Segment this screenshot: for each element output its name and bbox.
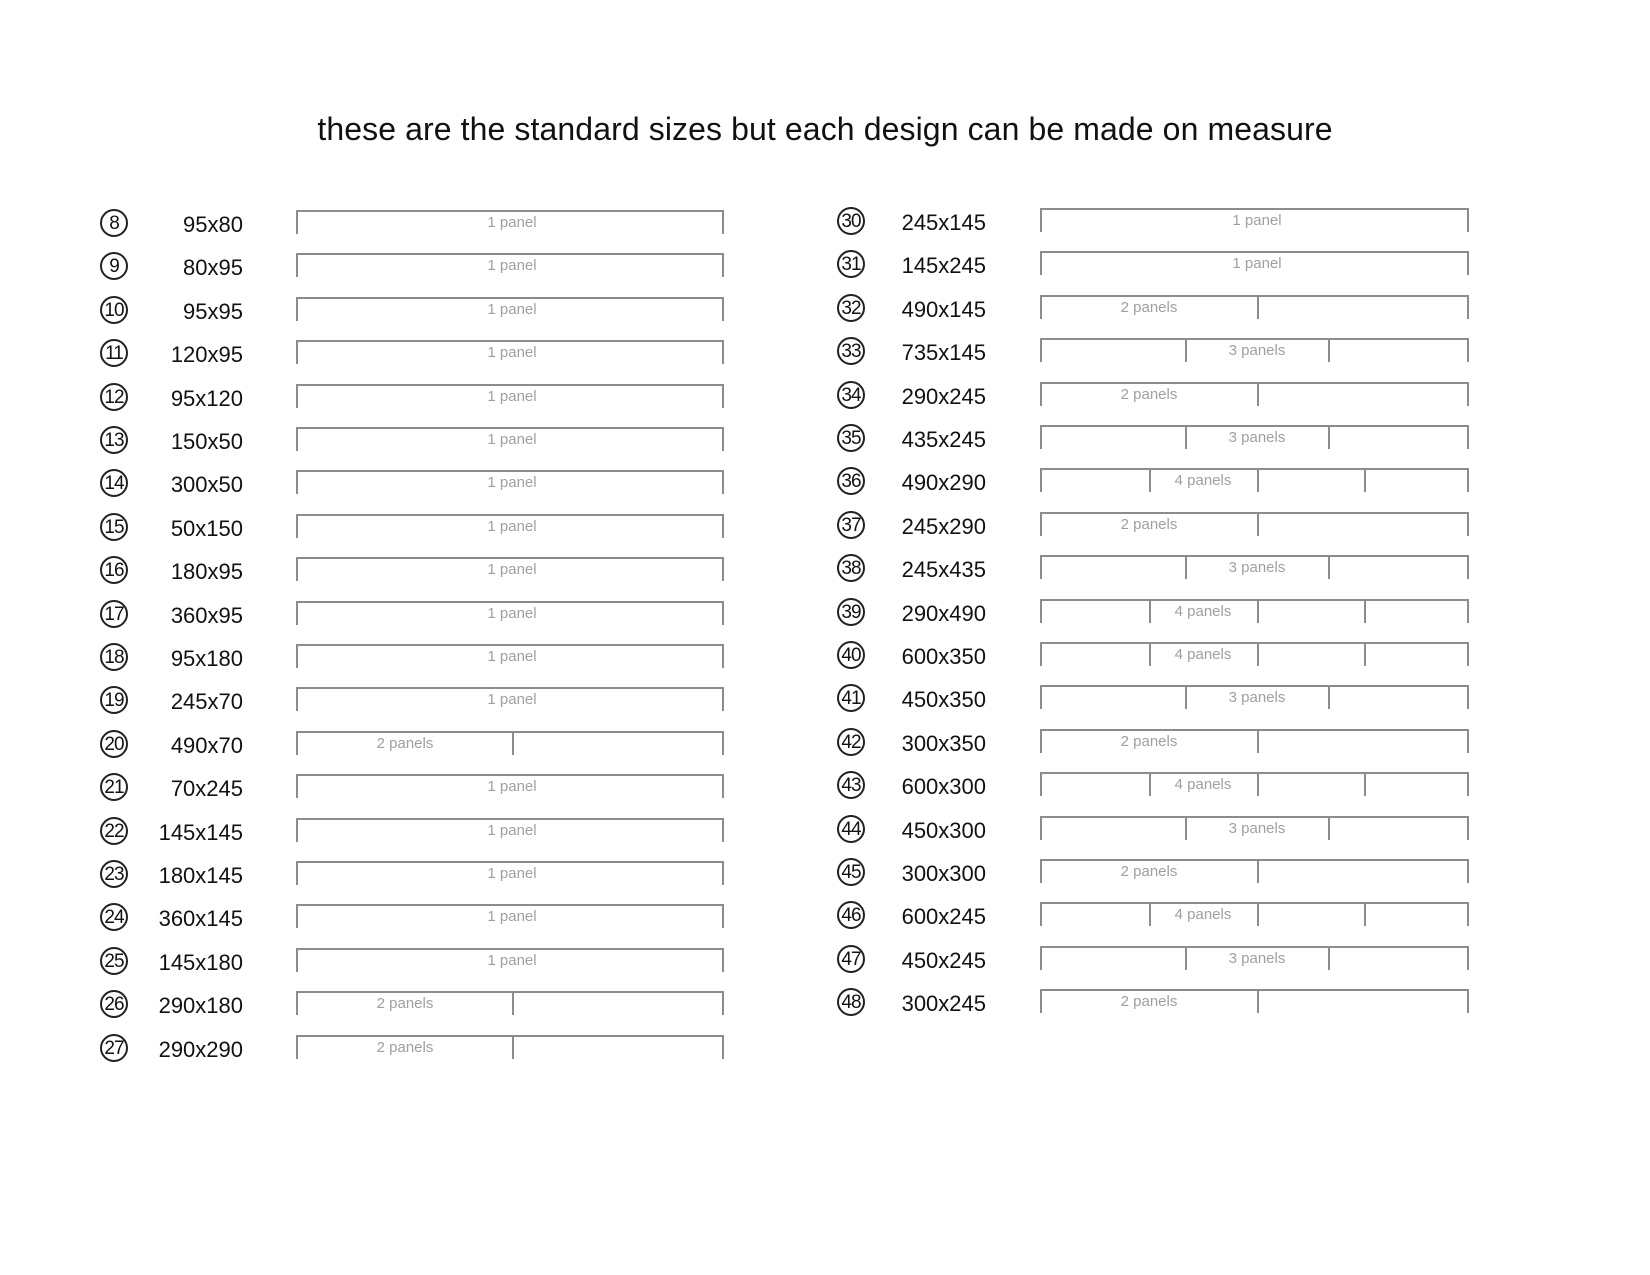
panel-count-label: 2 panels — [376, 735, 434, 752]
panel-divider — [1328, 557, 1330, 579]
panel-count-label: 1 panel — [487, 214, 537, 231]
panel-count-label: 1 panel — [487, 388, 537, 405]
size-label: 145x180 — [158, 950, 243, 975]
size-label: 600x350 — [901, 644, 986, 669]
panel-divider — [1149, 904, 1151, 926]
panel-count-label: 3 panels — [1228, 820, 1286, 837]
size-row — [0, 555, 1650, 585]
size-label: 150x50 — [170, 429, 243, 454]
panel-count-label: 4 panels — [1174, 472, 1232, 489]
panel-count-label: 1 panel — [487, 778, 537, 795]
panel-divider — [1364, 644, 1366, 666]
panel-count-label: 1 panel — [1232, 212, 1282, 229]
panel-divider — [1257, 601, 1259, 623]
design-number-circle: 34 — [837, 381, 865, 409]
design-number-circle: 27 — [100, 1034, 128, 1062]
design-number-circle: 25 — [100, 947, 128, 975]
design-number-circle: 30 — [837, 207, 865, 235]
size-row — [0, 338, 1650, 368]
size-label: 245x435 — [901, 557, 986, 582]
panel-divider — [1257, 991, 1259, 1013]
size-label: 95x95 — [183, 299, 243, 324]
panel-count-label: 2 panels — [1120, 733, 1178, 750]
panel-bar — [1040, 468, 1469, 492]
panel-count-label: 3 panels — [1228, 559, 1286, 576]
size-row — [0, 251, 1650, 281]
design-number-circle: 36 — [837, 467, 865, 495]
panel-bar — [1040, 382, 1469, 406]
panel-count-label: 3 panels — [1228, 342, 1286, 359]
size-label: 245x70 — [170, 689, 243, 714]
panel-bar — [1040, 729, 1469, 753]
panel-divider — [1257, 731, 1259, 753]
design-number-circle: 42 — [837, 728, 865, 756]
panel-divider — [1364, 470, 1366, 492]
size-row — [0, 599, 1650, 629]
size-label: 735x145 — [901, 340, 986, 365]
panel-divider — [1328, 948, 1330, 970]
panel-count-label: 1 panel — [1232, 255, 1282, 272]
size-label: 300x50 — [170, 472, 243, 497]
panel-count-label: 1 panel — [487, 474, 537, 491]
panel-divider — [1257, 774, 1259, 796]
size-row — [0, 425, 1650, 455]
panel-bar — [1040, 816, 1469, 840]
size-row — [0, 685, 1650, 715]
design-number-circle: 18 — [100, 643, 128, 671]
size-label: 290x290 — [158, 1037, 243, 1062]
panel-count-label: 1 panel — [487, 301, 537, 318]
design-number-circle: 47 — [837, 945, 865, 973]
size-row — [0, 816, 1650, 846]
page-title: these are the standard sizes but each design can be made on measure — [317, 111, 1333, 147]
panel-divider — [1328, 340, 1330, 362]
design-number-circle: 23 — [100, 860, 128, 888]
size-label: 245x290 — [901, 514, 986, 539]
size-label: 290x245 — [901, 384, 986, 409]
panel-count-label: 3 panels — [1228, 950, 1286, 967]
panel-count-label: 1 panel — [487, 344, 537, 361]
size-label: 120x95 — [170, 342, 243, 367]
panel-divider — [1257, 384, 1259, 406]
size-row — [0, 989, 1650, 1019]
size-label: 290x490 — [901, 601, 986, 626]
panel-bar — [1040, 599, 1469, 623]
size-label: 300x245 — [901, 991, 986, 1016]
size-row — [0, 382, 1650, 412]
design-number-circle: 12 — [100, 383, 128, 411]
panel-divider — [512, 1037, 514, 1059]
size-label: 450x350 — [901, 687, 986, 712]
panel-count-label: 4 panels — [1174, 776, 1232, 793]
panel-divider — [1149, 601, 1151, 623]
design-number-circle: 19 — [100, 686, 128, 714]
size-label: 360x95 — [170, 603, 243, 628]
panel-bar — [1040, 685, 1469, 709]
panel-divider — [1185, 818, 1187, 840]
panel-divider — [1149, 774, 1151, 796]
size-label: 145x245 — [901, 253, 986, 278]
design-number-circle: 26 — [100, 990, 128, 1018]
design-number-circle: 32 — [837, 294, 865, 322]
size-row — [0, 859, 1650, 889]
panel-count-label: 1 panel — [487, 518, 537, 535]
size-label: 600x300 — [901, 774, 986, 799]
design-number-circle: 13 — [100, 426, 128, 454]
design-number-circle: 17 — [100, 600, 128, 628]
design-number-circle: 16 — [100, 556, 128, 584]
panel-count-label: 2 panels — [1120, 863, 1178, 880]
panel-count-label: 2 panels — [1120, 299, 1178, 316]
size-label: 450x245 — [901, 948, 986, 973]
panel-divider — [1328, 818, 1330, 840]
panel-divider — [1185, 340, 1187, 362]
panel-bar — [1040, 946, 1469, 970]
size-label: 95x120 — [170, 386, 243, 411]
panel-count-label: 1 panel — [487, 952, 537, 969]
panel-divider — [1257, 514, 1259, 536]
size-row — [0, 512, 1650, 542]
design-number-circle: 39 — [837, 598, 865, 626]
design-number-circle: 8 — [100, 209, 128, 237]
design-number-circle: 10 — [100, 296, 128, 324]
panel-divider — [1328, 687, 1330, 709]
panel-divider — [1185, 687, 1187, 709]
size-label: 490x145 — [901, 297, 986, 322]
size-row — [0, 902, 1650, 932]
panel-divider — [1257, 297, 1259, 319]
design-number-circle: 40 — [837, 641, 865, 669]
size-row — [0, 468, 1650, 498]
size-row — [0, 642, 1650, 672]
size-label: 435x245 — [901, 427, 986, 452]
design-number-circle: 14 — [100, 469, 128, 497]
panel-bar — [1040, 295, 1469, 319]
panel-count-label: 3 panels — [1228, 429, 1286, 446]
size-label: 145x145 — [158, 820, 243, 845]
panel-count-label: 4 panels — [1174, 646, 1232, 663]
size-row — [0, 772, 1650, 802]
design-number-circle: 20 — [100, 730, 128, 758]
design-number-circle: 15 — [100, 513, 128, 541]
panel-divider — [1149, 644, 1151, 666]
size-row — [0, 946, 1650, 976]
panel-bar — [1040, 512, 1469, 536]
size-label: 300x300 — [901, 861, 986, 886]
design-number-circle: 43 — [837, 771, 865, 799]
design-number-circle: 45 — [837, 858, 865, 886]
size-label: 95x180 — [170, 646, 243, 671]
design-number-circle: 22 — [100, 817, 128, 845]
size-label: 360x145 — [158, 906, 243, 931]
size-row — [0, 208, 1650, 238]
size-label: 180x95 — [170, 559, 243, 584]
panel-count-label: 3 panels — [1228, 689, 1286, 706]
panel-bar — [1040, 555, 1469, 579]
panel-bar — [1040, 859, 1469, 883]
panel-bar — [1040, 425, 1469, 449]
panel-count-label: 1 panel — [487, 605, 537, 622]
panel-divider — [1185, 948, 1187, 970]
size-label: 50x150 — [170, 516, 243, 541]
panel-divider — [1257, 904, 1259, 926]
design-number-circle: 46 — [837, 901, 865, 929]
panel-divider — [1257, 861, 1259, 883]
design-number-circle: 48 — [837, 988, 865, 1016]
panel-bar — [1040, 338, 1469, 362]
panel-bar — [1040, 208, 1469, 232]
panel-bar — [1040, 642, 1469, 666]
design-number-circle: 37 — [837, 511, 865, 539]
panel-bar — [1040, 251, 1469, 275]
panel-count-label: 1 panel — [487, 822, 537, 839]
panel-bar — [296, 1035, 724, 1059]
design-number-circle: 33 — [837, 337, 865, 365]
panel-count-label: 2 panels — [1120, 993, 1178, 1010]
size-label: 450x300 — [901, 818, 986, 843]
panel-divider — [1257, 644, 1259, 666]
panel-divider — [1364, 774, 1366, 796]
size-label: 180x145 — [158, 863, 243, 888]
size-label: 290x180 — [158, 993, 243, 1018]
design-number-circle: 24 — [100, 903, 128, 931]
panel-count-label: 2 panels — [376, 1039, 434, 1056]
size-label: 95x80 — [183, 212, 243, 237]
panel-count-label: 1 panel — [487, 691, 537, 708]
panel-count-label: 1 panel — [487, 648, 537, 665]
panel-bar — [1040, 989, 1469, 1013]
size-row — [0, 729, 1650, 759]
design-number-circle: 11 — [100, 339, 128, 367]
panel-divider — [1257, 470, 1259, 492]
panel-bar — [1040, 772, 1469, 796]
size-label: 70x245 — [170, 776, 243, 801]
panel-count-label: 4 panels — [1174, 906, 1232, 923]
panel-count-label: 2 panels — [376, 995, 434, 1012]
design-number-circle: 21 — [100, 773, 128, 801]
design-number-circle: 31 — [837, 250, 865, 278]
panel-count-label: 1 panel — [487, 908, 537, 925]
panel-divider — [1185, 557, 1187, 579]
panel-divider — [1364, 601, 1366, 623]
panel-count-label: 4 panels — [1174, 603, 1232, 620]
design-number-circle: 41 — [837, 684, 865, 712]
size-label: 300x350 — [901, 731, 986, 756]
panel-bar — [1040, 902, 1469, 926]
design-number-circle: 9 — [100, 252, 128, 280]
panel-divider — [1328, 427, 1330, 449]
panel-count-label: 2 panels — [1120, 386, 1178, 403]
size-label: 490x290 — [901, 470, 986, 495]
panel-count-label: 1 panel — [487, 257, 537, 274]
size-label: 600x245 — [901, 904, 986, 929]
panel-count-label: 1 panel — [487, 431, 537, 448]
size-row — [0, 295, 1650, 325]
size-label: 245x145 — [901, 210, 986, 235]
panel-count-label: 1 panel — [487, 561, 537, 578]
design-number-circle: 35 — [837, 424, 865, 452]
size-label: 80x95 — [183, 255, 243, 280]
panel-divider — [1149, 470, 1151, 492]
size-row — [0, 1035, 1650, 1065]
size-label: 490x70 — [170, 733, 243, 758]
panel-divider — [1364, 904, 1366, 926]
panel-divider — [1185, 427, 1187, 449]
panel-count-label: 2 panels — [1120, 516, 1178, 533]
design-number-circle: 38 — [837, 554, 865, 582]
design-number-circle: 44 — [837, 815, 865, 843]
panel-count-label: 1 panel — [487, 865, 537, 882]
